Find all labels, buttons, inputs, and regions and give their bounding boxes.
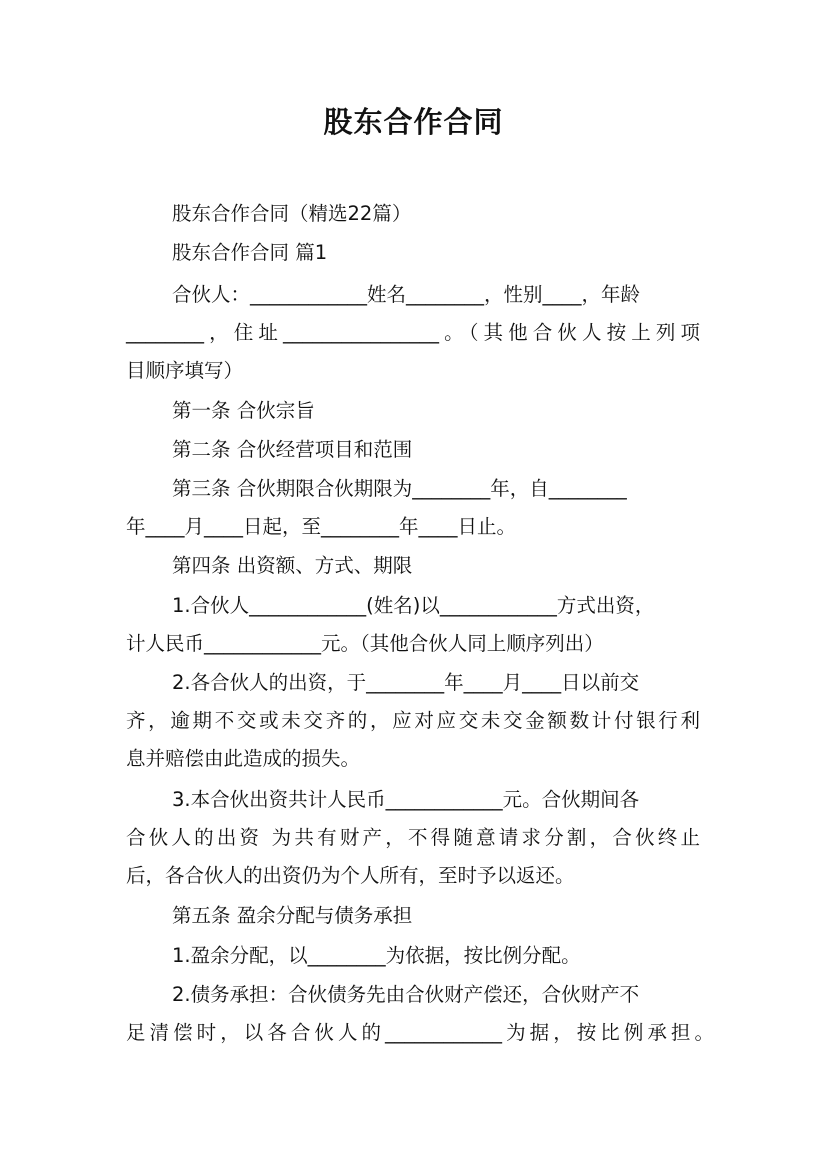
article-heading: 第二条 合伙经营项目和范围: [172, 438, 413, 461]
text-line: 足清偿时，以各合伙人的____________为据，按比例承担。: [126, 1021, 714, 1044]
text-line: 2.各合伙人的出资，于________年____月____日以前交: [172, 671, 640, 694]
text-line: 目顺序填写）: [126, 359, 244, 382]
text-line: 第三条 合伙期限合伙期限为________年，自________: [172, 477, 627, 500]
text-line: 3.本合伙出资共计人民币____________元。合伙期间各: [172, 788, 640, 811]
article-heading: 第一条 合伙宗旨: [172, 399, 315, 422]
document-title: 股东合作合同: [323, 105, 504, 139]
text-line: 合伙人的出资 为共有财产，不得随意请求分割，合伙终止: [126, 826, 700, 849]
text-line: 后，各合伙人的出资仍为个人所有，至时予以返还。: [126, 864, 575, 887]
article-heading: 第五条 盈余分配与债务承担: [172, 904, 413, 927]
text-line: 1.合伙人____________(姓名)以____________方式出资，: [172, 594, 655, 617]
text-line: ________，住址________________。（其他合伙人按上列项: [126, 321, 700, 344]
text-line: 2.债务承担：合伙债务先由合伙财产偿还，合伙财产不: [172, 983, 640, 1006]
article-heading: 第四条 出资额、方式、期限: [172, 554, 413, 577]
text-line: 年____月____日起，至________年____日止。: [126, 515, 517, 538]
text-line: 合伙人：____________姓名________，性别____，年龄: [172, 283, 641, 306]
text-line: 齐，逾期不交或未交齐的，应对应交未交金额数计付银行利: [126, 709, 700, 732]
section-heading: 股东合作合同 篇1: [172, 241, 328, 264]
text-line: 1.盈余分配，以________为依据，按比例分配。: [172, 944, 581, 967]
subtitle-line: 股东合作合同（精选22篇）: [172, 202, 412, 225]
text-line: 计人民币____________元。（其他合伙人同上顺序列出）: [126, 632, 604, 655]
text-line: 息并赔偿由此造成的损失。: [126, 747, 361, 770]
